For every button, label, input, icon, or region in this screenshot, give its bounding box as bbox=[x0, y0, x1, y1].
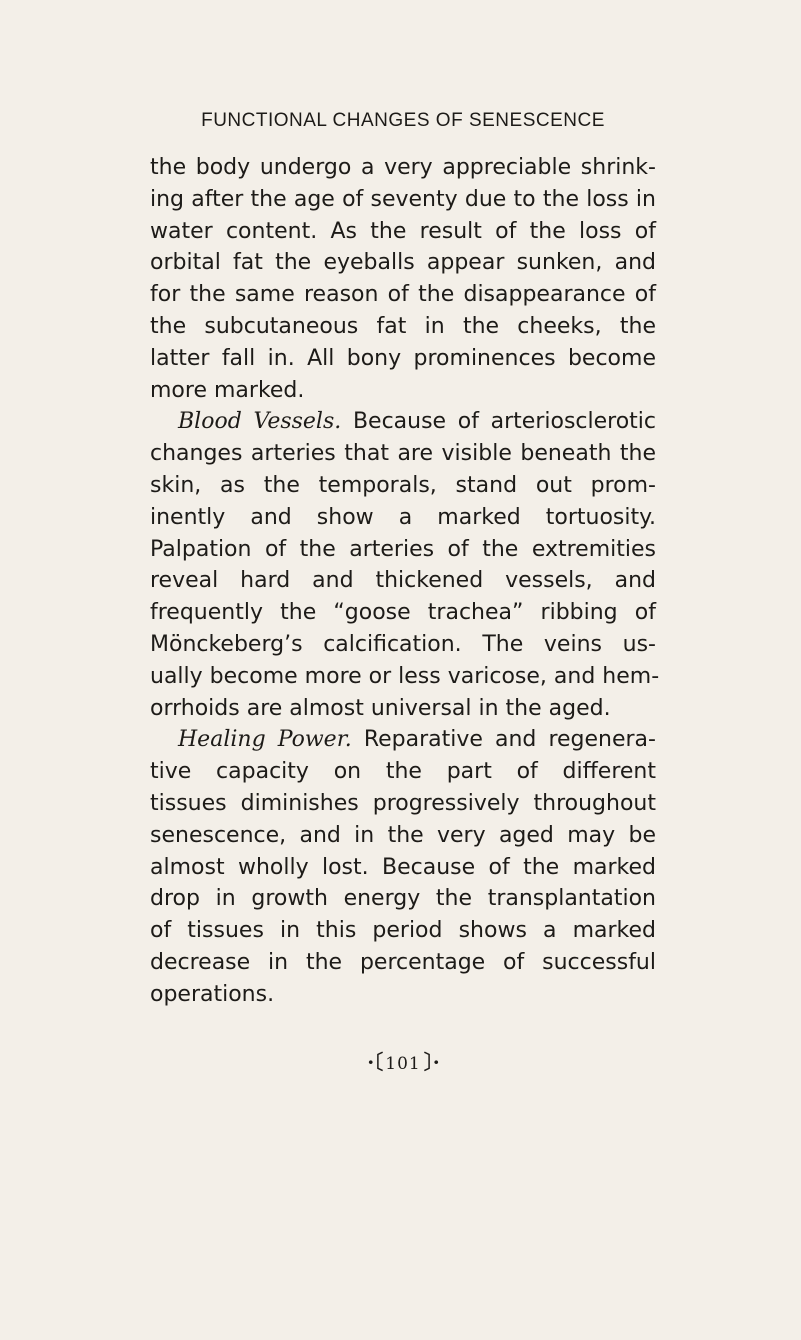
running-head: FUNCTIONAL CHANGES OF SENESCENCE bbox=[201, 110, 605, 131]
text-line: drop in growth energy the transplantation bbox=[150, 886, 656, 912]
section-line-healing-power bbox=[150, 724, 656, 756]
text-line: tissues diminishes progressively throughout bbox=[150, 790, 656, 816]
text-line: ing after the age of seventy due to the loss in bbox=[150, 186, 656, 212]
right-bracket-ornament: 〕· bbox=[423, 1050, 439, 1074]
text-line: frequently the “goose trachea” ribbing of bbox=[150, 600, 656, 626]
text-line: changes arteries that are visible beneath the bbox=[150, 441, 656, 467]
text-line: senescence, and in the very aged may be bbox=[150, 822, 656, 848]
text-line: orrhoids are almost universal in the aged. bbox=[150, 695, 611, 721]
text-fragment: Reparative and regenera- bbox=[351, 727, 656, 753]
section-heading-blood-vessels: Blood Vessels. bbox=[178, 409, 342, 435]
text-fragment: Because of arteriosclerotic bbox=[341, 409, 656, 435]
text-line: the subcutaneous fat in the cheeks, the bbox=[150, 313, 656, 339]
text-line: water content. As the result of the loss of bbox=[150, 218, 656, 244]
page-number bbox=[330, 1046, 476, 1075]
section-line-blood-vessels bbox=[150, 406, 656, 438]
text-line: of tissues in this period shows a marked bbox=[150, 918, 656, 944]
text-line: orbital fat the eyeballs appear sunken, and bbox=[150, 250, 656, 276]
text-line: operations. bbox=[150, 981, 275, 1007]
text-line: latter fall in. All bony prominences become bbox=[150, 345, 656, 371]
text-line: skin, as the temporals, stand out prom- bbox=[150, 472, 656, 498]
text-line: Palpation of the arteries of the extremities bbox=[150, 536, 656, 562]
section-heading-healing-power: Healing Power. bbox=[178, 727, 352, 753]
text-line: more marked. bbox=[150, 377, 305, 403]
body-text bbox=[150, 152, 660, 1011]
page-number-value: 101 bbox=[385, 1054, 421, 1074]
text-line: reveal hard and thickened vessels, and bbox=[150, 568, 656, 594]
left-bracket-ornament: ·〔 bbox=[367, 1050, 383, 1074]
text-line: inently and show a marked tortuosity. bbox=[150, 504, 656, 530]
text-line: decrease in the percentage of successful bbox=[150, 949, 656, 975]
text-line: for the same reason of the disappearance of bbox=[150, 282, 656, 308]
text-line: almost wholly lost. Because of the marked bbox=[150, 854, 656, 880]
text-line: the body undergo a very appreciable shrink- bbox=[150, 155, 656, 180]
text-line: tive capacity on the part of different bbox=[150, 759, 656, 785]
text-line: Mönckeberg’s calcification. The veins us- bbox=[150, 631, 656, 657]
text-line: ually become more or less varicose, and hem- bbox=[150, 663, 660, 689]
